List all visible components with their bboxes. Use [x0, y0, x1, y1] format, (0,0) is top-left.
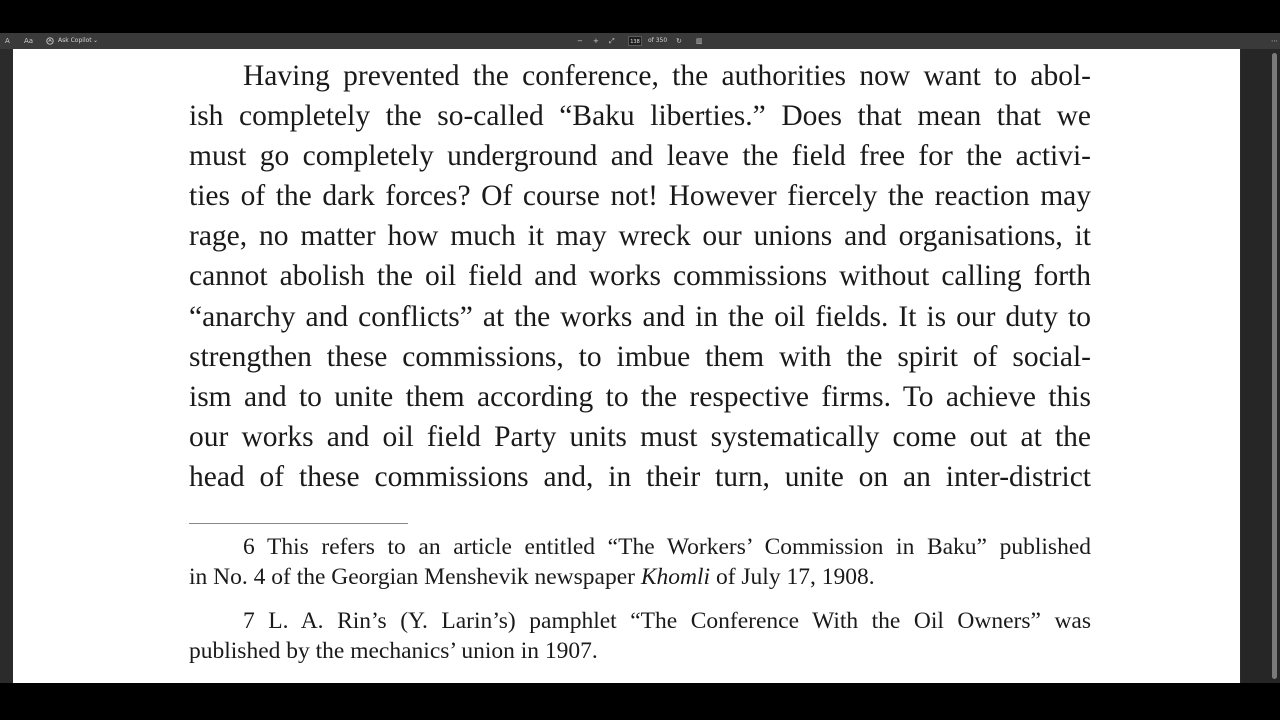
body-line: rage, no matter how much it may wreck our unions and organisations, it: [189, 220, 1091, 253]
body-line: Having prevented the conference, the authorities now want to abol-: [243, 60, 1091, 92]
footnote-text: in No. 4 of the Georgian Menshevik newspaper: [189, 564, 641, 590]
body-paragraph: [189, 56, 1091, 497]
body-line: ties of the dark forces? Of course not! However fiercely the reaction may: [189, 180, 1091, 213]
copilot-icon: [46, 33, 54, 49]
body-line: strengthen these commissions, to imbue them with the spirit of social-: [189, 340, 1091, 373]
footnote-6: [189, 532, 1091, 592]
ask-copilot-button[interactable]: Ask Copilot: [58, 37, 92, 44]
footnote-divider: [189, 523, 408, 524]
draw-icon[interactable]: A: [5, 37, 10, 45]
footnote-line: 7 L. A. Rin’s (Y. Larin’s) pamphlet “The Conference With the Oil Owners” was: [243, 608, 1091, 634]
zoom-in-button[interactable]: +: [593, 37, 599, 45]
newspaper-title: Khomli: [640, 564, 711, 590]
body-line: ism and to unite them according to the respective firms. To achieve this: [189, 380, 1091, 413]
rotate-icon[interactable]: ↻: [676, 37, 682, 45]
window-bottom-bar: [0, 683, 1280, 720]
page-layout-icon[interactable]: ▥: [696, 37, 703, 45]
document-viewer[interactable]: [0, 49, 1280, 683]
chevron-down-icon[interactable]: ⌄: [93, 37, 99, 44]
window-top-bar: [0, 0, 1280, 33]
page-number-input[interactable]: 138: [628, 36, 642, 46]
more-options-icon[interactable]: ⋯: [1271, 37, 1278, 45]
fit-page-icon[interactable]: ⤢: [609, 37, 615, 45]
body-line: “anarchy and conflicts” at the works and in the oil fields. It is our duty to: [189, 300, 1091, 333]
pdf-page: [13, 49, 1240, 683]
body-line: head of these commissions and, in their turn, unite on an inter-district: [189, 460, 1091, 493]
pdf-toolbar: [0, 33, 1280, 49]
zoom-out-button[interactable]: −: [577, 37, 583, 45]
footnote-7: [189, 606, 1091, 666]
footnote-line: published by the mechanics’ union in 1907.: [189, 638, 598, 664]
body-line: our works and oil field Party units must systematically come out at the: [189, 420, 1091, 453]
footnote-line: [189, 562, 1091, 592]
body-line: ish completely the so-called “Baku liberties.” Does that mean that we: [189, 100, 1091, 133]
body-line: cannot abolish the oil field and works commissions without calling forth: [189, 260, 1091, 293]
footnote-text: of July 17, 1908.: [710, 564, 875, 590]
body-line: must go completely underground and leave the field free for the activi-: [189, 140, 1091, 173]
read-aloud-icon[interactable]: Aa: [24, 37, 34, 45]
scrollbar-thumb[interactable]: [1272, 53, 1277, 679]
page-total-label: of 350: [648, 37, 668, 44]
footnote-line: 6 This refers to an article entitled “The Workers’ Commission in Baku” published: [243, 534, 1091, 560]
